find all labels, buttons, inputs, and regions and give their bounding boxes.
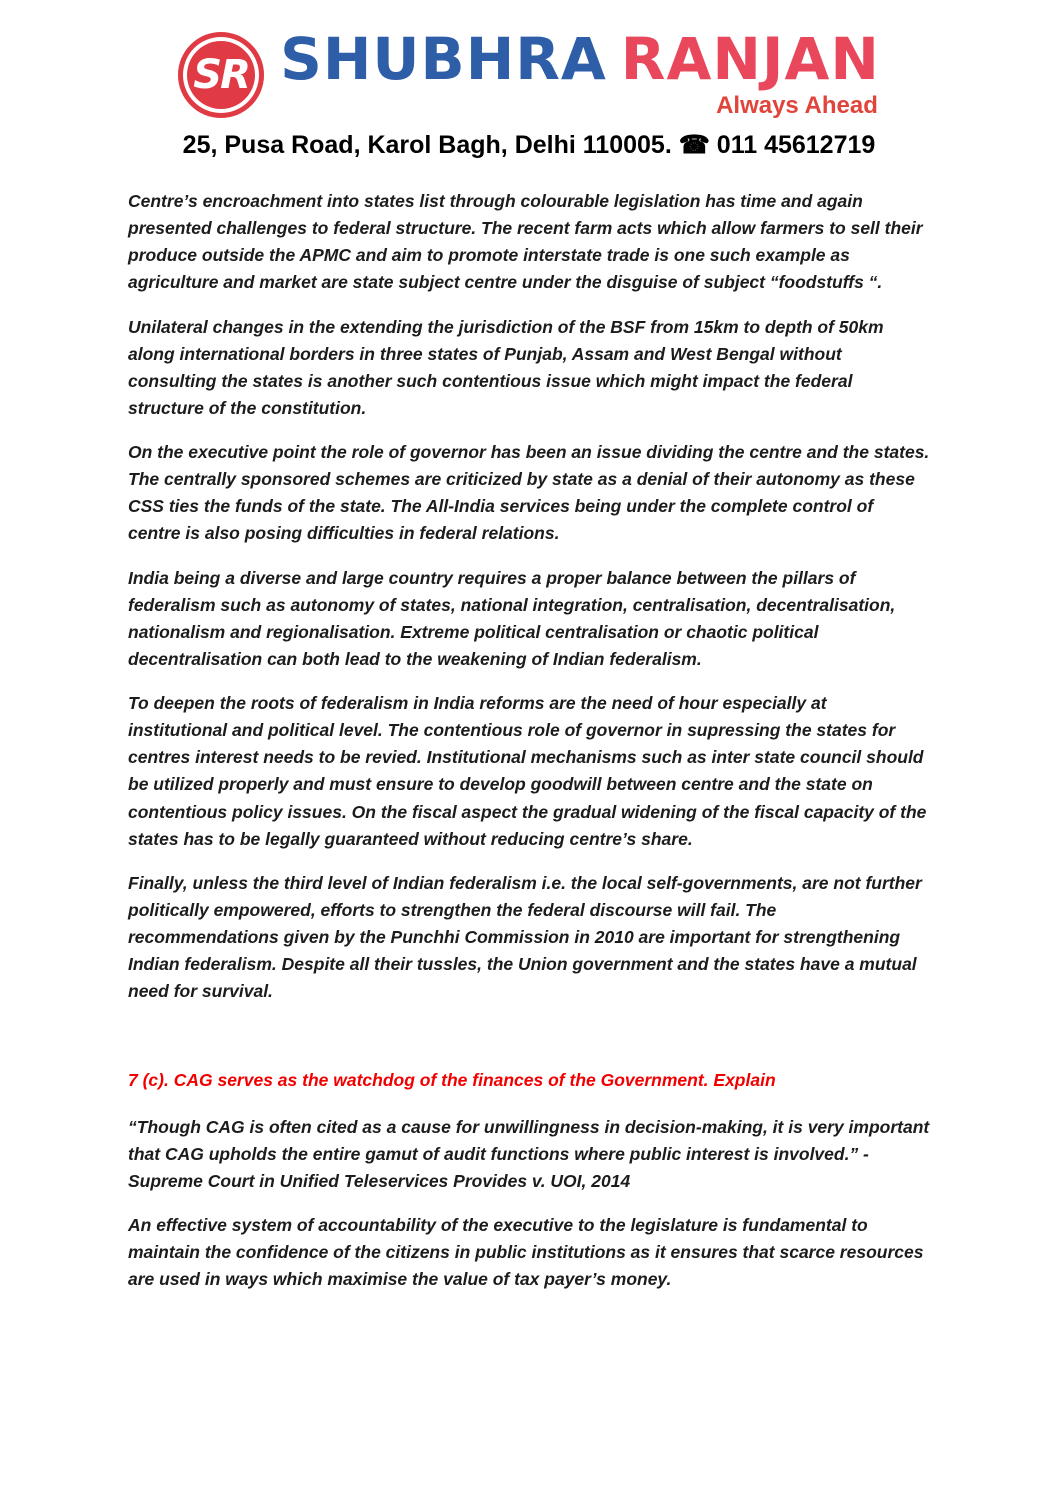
address-line: 25, Pusa Road, Karol Bagh, Delhi 110005. ☎ 011 45612719 bbox=[182, 131, 876, 159]
brand-second-word: RANJAN bbox=[620, 25, 880, 93]
question-heading-7c: 7 (c). CAG serves as the watchdog of the finances of the Government. Explain bbox=[128, 1070, 776, 1091]
logo-initials: SR bbox=[193, 52, 249, 98]
brand-name bbox=[280, 25, 880, 93]
paragraph-centre-encroachment: Centre’s encroachment into states list through colourable legislation has time and again presented challenges to federal structure. The recent farm acts which allow farmers to sell their produce outside the APMC and aim to promote interstate trade is one such example as agriculture and market are state subject centre under the disguise of subject “foodstuffs “. bbox=[128, 191, 923, 293]
brand-first-word: SHUBHRA bbox=[280, 25, 607, 93]
paragraph-executive-governor: On the executive point the role of governor has been an issue dividing the centre and the states. The centrally sponsored schemes are criticized by state as a denial of their autonomy as these CSS ties the funds of the state. The All-India services being under the complete control of centre is also posing difficulties in federal relations. bbox=[128, 442, 930, 544]
paragraph-cag-quote: “Though CAG is often cited as a cause for unwillingness in decision-making, it is very important that CAG upholds the entire gamut of audit functions where public interest is involved.” - Supreme Court in Unified Teleservices Provides v. UOI, 2014 bbox=[128, 1116, 930, 1191]
brand-row bbox=[128, 25, 930, 120]
document-body bbox=[128, 188, 930, 1293]
paragraph-finally-third-level: Finally, unless the third level of Indian federalism i.e. the local self-governments, are not further politically empowered, efforts to strengthen the federal discourse will fail. The recommendations given by the Punchhi Commission in 2010 are important for strengthening Indian federalism. Despite all their tussles, the Union government and the states have a mutual need for survival. bbox=[128, 872, 922, 1002]
paragraph-unilateral-changes: Unilateral changes in the extending the jurisdiction of the BSF from 15km to depth of 50km along international borders in three states of Punjab, Assam and West Bengal without consulting the states is another such contentious issue which might impact the federal structure of the constitution. bbox=[128, 316, 884, 418]
brand-text-block bbox=[280, 25, 880, 120]
paragraph-india-diverse: India being a diverse and large country requires a proper balance between the pillars of federalism such as autonomy of states, national integration, centralisation, decentralisation, nationalism and regionalisation. Extreme political centralisation or chaotic political decentralisation can both lead to the weakening of Indian federalism. bbox=[128, 567, 896, 669]
paragraph-deepen-roots: To deepen the roots of federalism in India reforms are the need of hour especially at institutional and political level. The contentious role of governor in supressing the states for centres interest needs to be revied. Institutional mechanisms such as inter state council should be utilized properly and must ensure to develop goodwill between centre and the state on contentious policy issues. On the fiscal aspect the gradual widening of the fiscal capacity of the states has to be legally guaranteed without reducing centre’s share. bbox=[128, 693, 927, 849]
paragraph-effective-system: An effective system of accountability of the executive to the legislature is fundamental to maintain the confidence of the citizens in public institutions as it ensures that scarce resources are used in ways which maximise the value of tax payer’s money. bbox=[128, 1215, 924, 1290]
sr-logo-icon bbox=[178, 32, 264, 118]
letterhead bbox=[128, 25, 930, 160]
brand-tagline: Always Ahead bbox=[716, 92, 878, 119]
